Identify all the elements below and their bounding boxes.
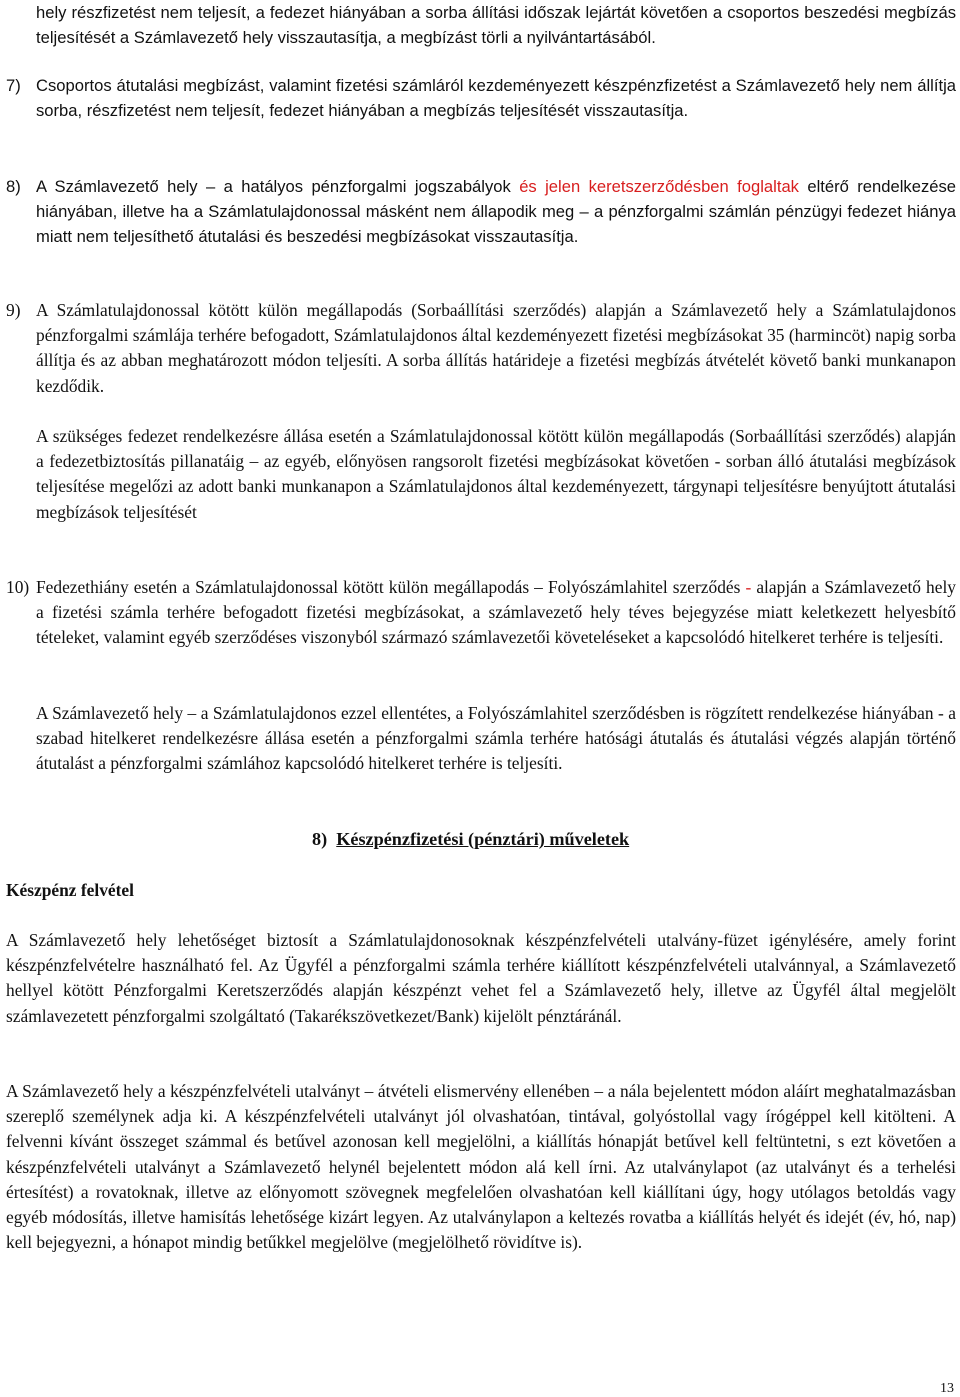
highlighted-text: és jelen keretszerződésben foglaltak: [519, 177, 799, 196]
list-item-text: A Számlatulajdonossal kötött külön megállapodás (Sorbaállítási szerződés) alapján a Számlavezető hely a Számlatulajdonos pénzforgalmi számlája terhére befogadott, Számlatulajdonos által kezdeményezett fizetési megbízásokat 35 (harmincöt) napig sorba állítja és az abban meghatározott módon teljesíti. A sorba állítás határideje a fizetési megbízás átvételét követő banki munkanapon kezdődik.: [36, 300, 956, 396]
body-paragraph: A Számlavezető hely lehetőséget biztosít a Számlatulajdonosoknak készpénzfelvételi utalvány-füzet igénylésére, amely forint készpénzfelvételre használható fel. Az Ügyfél a pénzforgalmi számla terhére kiállított készpénzfelvételi utalvánnyal, a Számlavezető hellyel kötött Pénzforgalmi Keretszerződés alapján készpénzt vehet fel a Számlavezető hely, illetve az Ügyfél által megjelölt számlavezetett pénzforgalmi szolgáltató (Takarékszövetkezet/Bank) kijelölt pénztáránál.: [6, 930, 956, 1026]
section-title-text: Készpénzfizetési (pénztári) műveletek: [336, 829, 630, 849]
list-item-10: [6, 575, 956, 651]
list-item-number: 7): [6, 76, 21, 95]
list-item-10-paragraph-2: A Számlavezető hely – a Számlatulajdonos ezzel ellentétes, a Folyószámlahitel szerződésben is rögzített rendelkezése hiányában - a szabad hitelkeret rendelkezésre állása esetén a pénzforgalmi számla terhére hatósági átutalás és átutalási végzés alapján történő átutalást a pénzforgalmi számlához kapcsolódó hitelkeret terhére is teljesíti.: [36, 703, 956, 774]
section-title: [312, 826, 629, 852]
list-item-number: 8): [6, 177, 21, 196]
list-item-8: [6, 174, 956, 250]
list-item-text: A Számlavezető hely – a hatályos pénzforgalmi jogszabályok és jelen keretszerződésben foglaltak eltérő rendelkezése hiányában, illetve ha a Számlatulajdonossal másként nem állapodik meg – a pénzforgalmi számlán pénzügyi fedezet hiánya miatt nem teljesíthető átutalási és beszedési megbízásokat visszautasítja.: [36, 177, 956, 247]
list-item-text: Csoportos átutalási megbízást, valamint fizetési számláról kezdeményezett készpénzfizetést a Számlavezető hely nem állítja sorba, részfizetést nem teljesít, fedezet hiányában a megbízás teljesítését visszautasítja.: [36, 76, 956, 121]
continuation-paragraph: hely részfizetést nem teljesít, a fedezet hiányában a sorba állítási időszak lejártát követően a csoportos beszedési megbízás teljesítését a Számlavezető hely visszautasítja, a megbízást törli a nyilvántartásából.: [36, 3, 956, 48]
list-item-number: 9): [6, 300, 21, 320]
list-item-9-paragraph-2: A szükséges fedezet rendelkezésre állása esetén a Számlatulajdonossal kötött külön megállapodás (Sorbaállítási szerződés) alapján a fedezetbiztosítás pillanatáig – az egyéb, előnyösen rangsorolt fizetési megbízásokat követően - sorban álló átutalási megbízások teljesítése megelőzi az adott banki munkanapon a Számlatulajdonos által kezdeményezett, tárgynapi teljesítésre benyújtott átutalási megbízások teljesítését: [36, 426, 956, 522]
section-number: 8): [312, 829, 328, 849]
subheading: Készpénz felvétel: [6, 880, 134, 900]
page-number: 13: [940, 1381, 954, 1396]
list-item-number: 10): [6, 577, 30, 597]
list-item-7: [6, 73, 956, 123]
body-paragraph: A Számlavezető hely a készpénzfelvételi utalványt – átvételi elismervény ellenében – a nála bejelentett módon aláírt meghatalmazásban szereplő személynek adja ki. A készpénzfelvételi utalványt jól olvashatóan, tintával, golyóstollal vagy írógéppel kell kitölteni. A felvenni kívánt összeget számmal és betűvel azonosan kell megjelölni, a kiállítás hónapját betűvel kell feltüntetni, s ezt követően a készpénzfelvételi utalványt a Számlavezető helynél bejelentett módon alá kell írni. Az utalványlapot (az utalványt és a terhelési értesítést) a rovatoknak, illetve az előnyomott szövegnek megfelelően olvashatóan kell kiállítani úgy, hogy utólagos betoldás vagy egyéb módosítás, illetve hamisítás lehetősége kizárt legyen. Az utalványlapon a keltezés rovatba a kiállítás helyét és idejét (év, hó, nap) kell bejegyezni, a hónapot mindig betűkkel megjelölve (megjelölhető rövidítve is).: [6, 1081, 956, 1253]
list-item-9: [6, 298, 956, 399]
highlighted-text: -: [745, 577, 752, 597]
list-item-text: Fedezethiány esetén a Számlatulajdonossal kötött külön megállapodás – Folyószámlahitel szerződés - alapján a Számlavezető hely a fizetési számla terhére befogadott fizetési megbízásokat, a számlavezető hely téves bejegyzése miatt keletkezett helyesbítő tételeket, valamint egyéb szerződéses viszonyból származó számlavezetői követeléseket a kapcsolódó hitelkeret terhére is teljesíti.: [36, 577, 956, 648]
